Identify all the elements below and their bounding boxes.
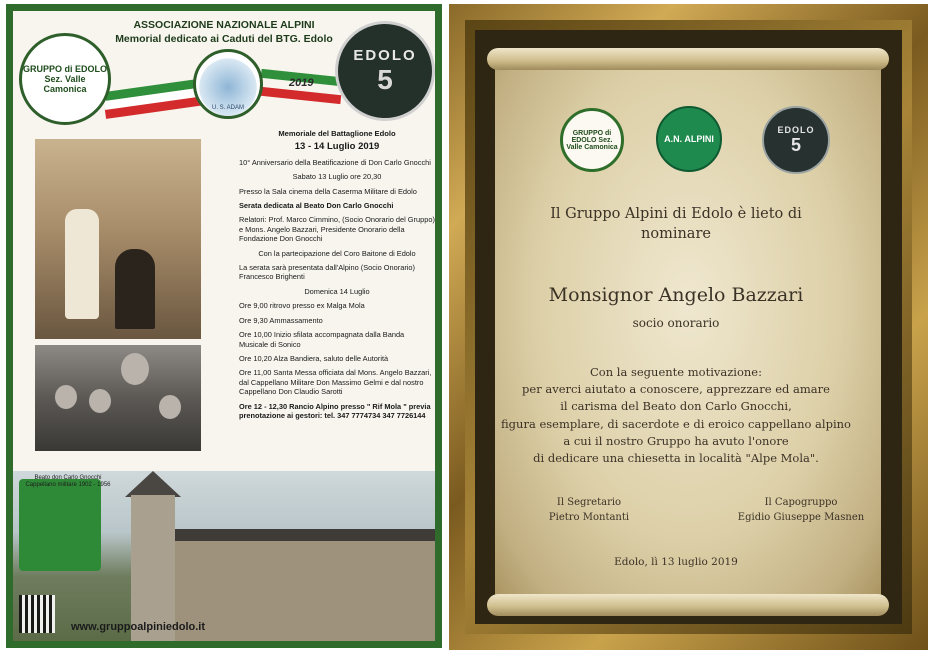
- alpine-chapel-photo: [13, 471, 435, 641]
- program-item: Ore 10,20 Alza Bandiera, saluto delle Autorità: [239, 353, 389, 363]
- cert-edolo-5-logo: [762, 106, 830, 174]
- priest-figure: [65, 209, 99, 319]
- child-face: [159, 395, 181, 419]
- cert-secretary-title: Il Segretario: [556, 497, 622, 508]
- child-face: [55, 385, 77, 409]
- cert-motivation-line: di dedicare una chiesetta in località "Alpe Mola".: [533, 451, 819, 466]
- cert-gruppo-edolo-logo: [560, 108, 624, 172]
- cert-intro-line1: Il Gruppo Alpini di Edolo è lieto di: [550, 206, 802, 222]
- gruppo-edolo-logo-text: GRUPPO di EDOLO Sez. Valle Camonica: [22, 64, 107, 94]
- program-item: Presso la Sala cinema della Caserma Militare di Edolo: [239, 186, 417, 196]
- cert-gruppo-edolo-logo-text: GRUPPO di EDOLO Sez. Valle Camonica: [566, 129, 618, 151]
- program-item: Con la partecipazione del Coro Baitone di Edolo: [258, 248, 416, 258]
- priest-face: [121, 353, 149, 385]
- cert-edolo-5-word: EDOLO: [777, 124, 815, 135]
- edolo-5-logo-number: 5: [377, 63, 393, 95]
- program-item: Ore 11,00 Santa Messa officiata dal Mons. Angelo Bazzari, dal Cappellano Militare Don Massimo Gelmi e dal nostro Cappellano Don Claudio Sarotti: [239, 368, 432, 397]
- priest-with-children-photo: [35, 345, 201, 451]
- program-item: Sabato 13 Luglio ore 20,30: [292, 172, 382, 182]
- flag-ribbon-red-right: [261, 87, 342, 104]
- cert-motivation: [466, 364, 886, 467]
- cert-honoree-role: socio onorario: [632, 316, 720, 330]
- chapel-building: [173, 541, 435, 641]
- scroll-roll-top: [487, 48, 889, 70]
- poster-year: 2019: [289, 77, 314, 89]
- event-program: [239, 129, 435, 425]
- cert-intro-line2: nominare: [641, 226, 711, 242]
- mountain-badge-text: U. S. ADAM: [211, 105, 244, 111]
- priest-mass-photo: [35, 139, 201, 339]
- program-item: Relatori: Prof. Marco Cimmino, (Socio Onorario del Gruppo) e Mons. Angelo Bazzari, Presidente Onorario della Fondazione Don Gnocchi: [239, 215, 435, 244]
- program-item: Ore 9,00 ritrovo presso ex Malga Mola: [239, 301, 365, 311]
- program-item: Ore 9,30 Ammassamento: [239, 315, 323, 325]
- poster-header-association: ASSOCIAZIONE NAZIONALE ALPINI: [133, 19, 315, 31]
- qr-code: [19, 595, 55, 633]
- bell-tower-roof: [125, 471, 181, 497]
- cert-motivation-line: il carisma del Beato don Carlo Gnocchi,: [560, 399, 792, 414]
- poster-website: www.gruppoalpiniedolo.it: [71, 621, 206, 633]
- cert-motivation-line: per averci aiutato a conoscere, apprezzare ed amare: [522, 382, 830, 397]
- cert-group-leader-title: Il Capogruppo: [764, 497, 838, 508]
- cert-ana-logo: [656, 106, 722, 172]
- cert-honoree-name: Monsignor Angelo Bazzari: [548, 284, 804, 306]
- gruppo-edolo-logo: [19, 33, 111, 125]
- cert-edolo-5-number: 5: [790, 134, 801, 155]
- program-item: Serata dedicata al Beato Don Carlo Gnocchi: [239, 201, 394, 211]
- poster-header-memorial: Memorial dedicato ai Caduti del BTG. Edolo: [115, 33, 333, 45]
- program-item: Domenica 14 Luglio: [304, 286, 370, 296]
- program-item: Ore 12 - 12,30 Rancio Alpino presso " Rif Mola " previa prenotazione ai gestori: tel. 347 7774734 347 7726144: [239, 401, 431, 420]
- program-item: 10° Anniversario della Beatificazione di Don Carlo Gnocchi: [239, 157, 431, 167]
- edolo-5-logo-word: EDOLO: [353, 46, 417, 64]
- poster-content: [13, 11, 435, 641]
- cert-secretary-name: Pietro Montanti: [548, 512, 630, 523]
- program-item: Ore 10,00 Inizio sfilata accompagnata dalla Banda Musicale di Sonico: [239, 330, 405, 349]
- child-face: [89, 389, 111, 413]
- edolo-5-logo: [335, 21, 435, 121]
- cert-motivation-line: figura esemplare, di sacerdote e di eroico cappellano alpino: [501, 416, 851, 431]
- mountain-badge-logo: [193, 49, 263, 119]
- cert-place-date: Edolo, lì 13 luglio 2019: [614, 556, 738, 568]
- cert-motivation-line: a cui il nostro Gruppo ha avuto l'onore: [563, 433, 789, 448]
- cert-motivation-line: Con la seguente motivazione:: [590, 365, 762, 379]
- cert-group-leader-name: Egidio Giuseppe Masnen: [737, 512, 865, 523]
- scroll-roll-bottom: [487, 594, 889, 616]
- program-title: Memoriale del Battaglione Edolo: [278, 129, 396, 138]
- event-poster: [6, 4, 442, 648]
- soldier-figure: [115, 249, 155, 329]
- gnocchi-portrait: [19, 475, 111, 571]
- gnocchi-caption: Beato don Carlo Gnocchi Cappellano militare 1902 - 1956: [25, 475, 111, 488]
- program-dates: 13 - 14 Luglio 2019: [294, 141, 380, 153]
- cert-ana-logo-text: A.N. ALPINI: [664, 133, 714, 144]
- bell-tower: [131, 495, 175, 641]
- program-item: La serata sarà presentata dall'Alpino (Socio Onorario) Francesco Brighenti: [239, 263, 416, 282]
